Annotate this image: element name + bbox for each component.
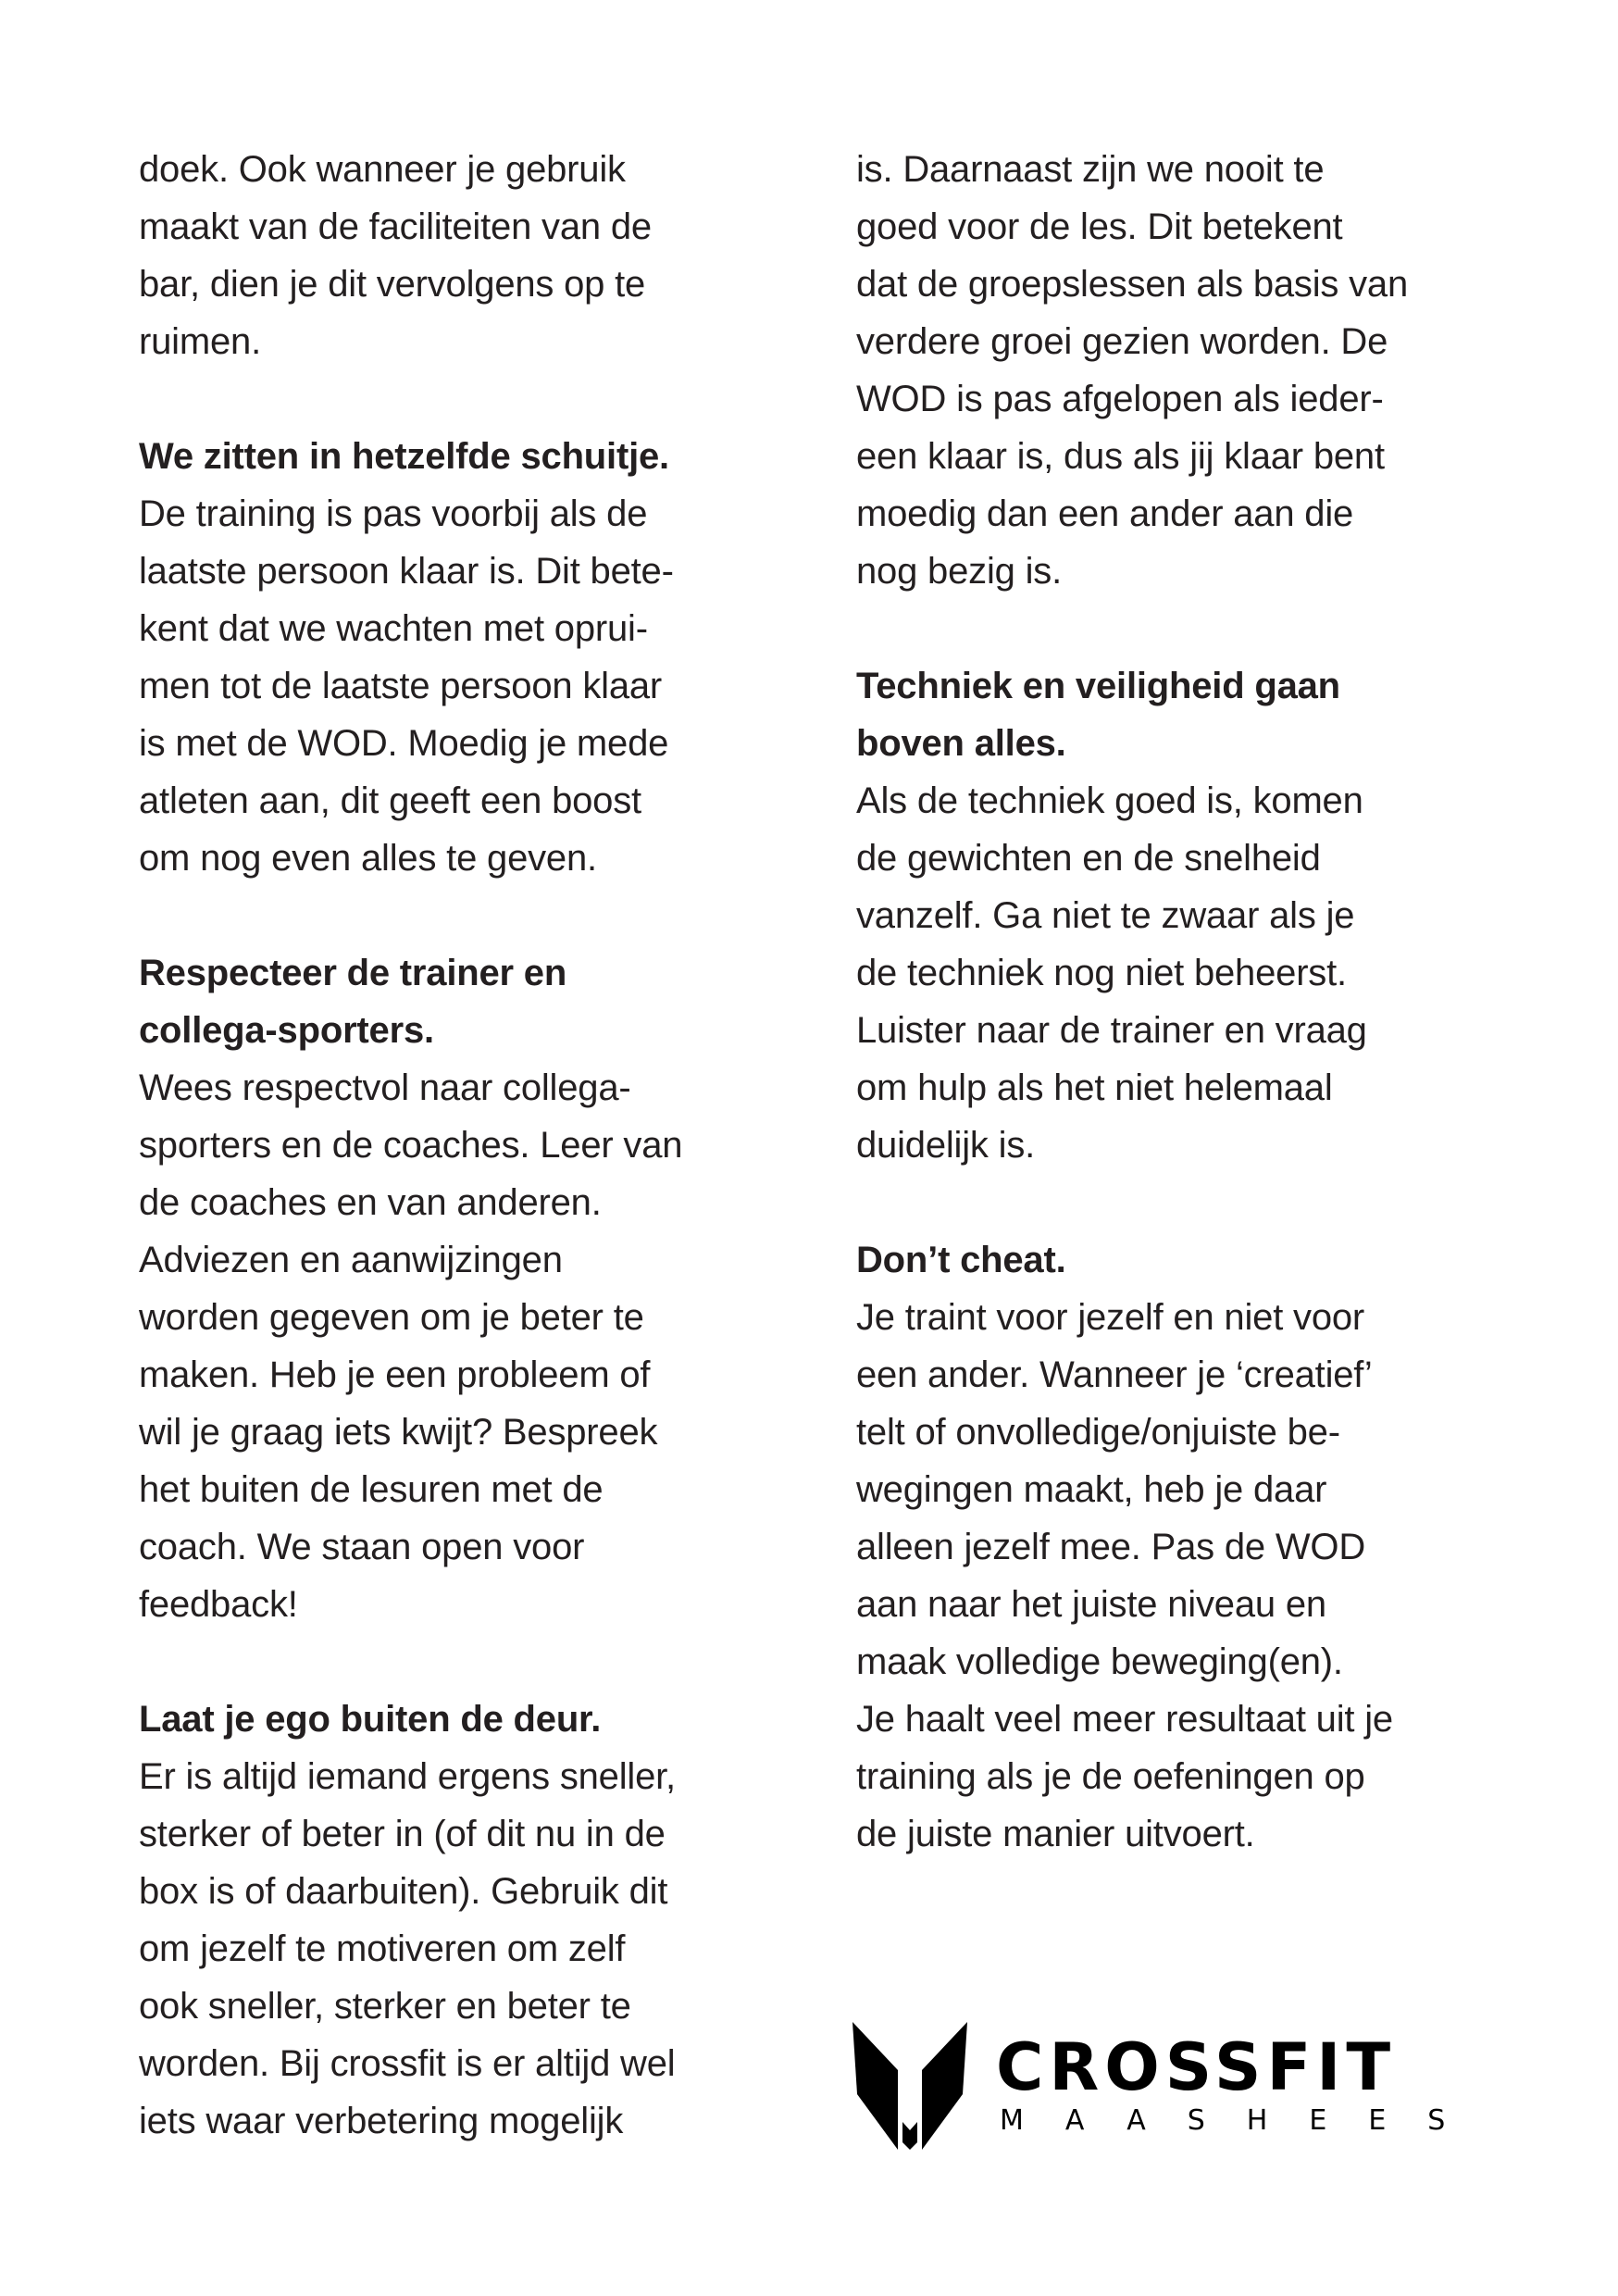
left-column: [139, 141, 787, 2150]
body-text-line: maak volledige beweging(en).: [856, 1641, 1343, 1682]
body-text-line: Adviezen en aanwijzingen: [139, 1240, 563, 1280]
body-text-line: de juiste manier uitvoert.: [856, 1814, 1255, 1854]
body-text-line: WOD is pas afgelopen als ieder-: [856, 379, 1384, 419]
body-text-line: worden gegeven om je beter te: [139, 1297, 644, 1338]
body-text-line: training als je de oefeningen op: [856, 1756, 1365, 1797]
body-text-line: telt of onvolledige/onjuiste be-: [856, 1412, 1340, 1453]
section-heading-line: Laat je ego buiten de deur.: [139, 1699, 602, 1740]
paragraph-gap: [139, 370, 787, 428]
body-text-line: de coaches en van anderen.: [139, 1182, 602, 1223]
body-text-line: goed voor de les. Dit betekent: [856, 206, 1343, 247]
body-text-line: maken. Heb je een probleem of: [139, 1354, 651, 1395]
body-text-line: een ander. Wanneer je ‘creatief’: [856, 1354, 1373, 1395]
body-text-line: sporters en de coaches. Leer van: [139, 1125, 683, 1166]
body-text-line: vanzelf. Ga niet te zwaar als je: [856, 895, 1355, 936]
body-text-line: wil je graag iets kwijt? Bespreek: [139, 1412, 658, 1453]
body-text-line: nog bezig is.: [856, 551, 1062, 592]
body-text-line: om nog even alles te geven.: [139, 838, 597, 879]
body-text-line: alleen jezelf mee. Pas de WOD: [856, 1527, 1366, 1567]
body-text-line: worden. Bij crossfit is er altijd wel: [139, 2043, 676, 2084]
body-text-line: de techniek nog niet beheerst.: [856, 953, 1347, 993]
body-text-line: duidelijk is.: [856, 1125, 1036, 1166]
body-text-line: een klaar is, dus als jij klaar bent: [856, 436, 1385, 477]
shield-m-icon: [850, 2018, 970, 2152]
body-text-line: is. Daarnaast zijn we nooit te: [856, 149, 1325, 190]
section-heading-line: Don’t cheat.: [856, 1240, 1066, 1280]
body-text-line: ruimen.: [139, 321, 261, 362]
body-text-line: aan naar het juiste niveau en: [856, 1584, 1326, 1625]
body-text-line: ook sneller, sterker en beter te: [139, 1986, 631, 2027]
body-text-line: maakt van de faciliteiten van de: [139, 206, 652, 247]
body-text-line: Je haalt veel meer resultaat uit je: [856, 1699, 1393, 1740]
body-text-line: om hulp als het niet helemaal: [856, 1067, 1333, 1108]
body-text-line: atleten aan, dit geeft een boost: [139, 780, 641, 821]
paragraph-gap: [856, 600, 1504, 657]
body-text-line: iets waar verbetering mogelijk: [139, 2101, 624, 2141]
body-text-line: sterker of beter in (of dit nu in de: [139, 1814, 666, 1854]
body-text-line: Als de techniek goed is, komen: [856, 780, 1363, 821]
crossfit-maashees-logo: [850, 2018, 1498, 2157]
body-text-line: moedig dan een ander aan die: [856, 493, 1354, 534]
section-heading-line: boven alles.: [856, 723, 1066, 764]
body-text-line: is met de WOD. Moedig je mede: [139, 723, 669, 764]
section-heading-line: collega-sporters.: [139, 1010, 434, 1051]
paragraph-gap: [139, 887, 787, 944]
paragraph-gap: [139, 1633, 787, 1691]
body-text-line: de gewichten en de snelheid: [856, 838, 1321, 879]
logo-subtitle: MAASHEES: [1000, 2104, 1487, 2137]
body-text-line: bar, dien je dit vervolgens op te: [139, 264, 646, 305]
body-text-line: men tot de laatste persoon klaar: [139, 666, 663, 706]
body-text-line: laatste persoon klaar is. Dit bete-: [139, 551, 674, 592]
body-text-line: het buiten de lesuren met de: [139, 1469, 604, 1510]
body-text-line: feedback!: [139, 1584, 298, 1625]
body-text-line: Luister naar de trainer en vraag: [856, 1010, 1367, 1051]
body-text-line: De training is pas voorbij als de: [139, 493, 648, 534]
body-text-line: box is of daarbuiten). Gebruik dit: [139, 1871, 668, 1912]
right-column: [856, 141, 1504, 1863]
body-text-line: wegingen maakt, heb je daar: [856, 1469, 1327, 1510]
body-text-line: kent dat we wachten met opruі-: [139, 608, 648, 649]
section-heading-line: Techniek en veiligheid gaan: [856, 666, 1340, 706]
section-heading-line: Respecteer de trainer en: [139, 953, 567, 993]
body-text-line: coach. We staan open voor: [139, 1527, 585, 1567]
logo-title: CROSSFIT: [996, 2029, 1397, 2105]
body-text-line: doek. Ook wanneer je gebruik: [139, 149, 626, 190]
body-text-line: Er is altijd iemand ergens sneller,: [139, 1756, 676, 1797]
body-text-line: verdere groei gezien worden. De: [856, 321, 1388, 362]
body-text-line: Wees respectvol naar collega-: [139, 1067, 631, 1108]
paragraph-gap: [856, 1174, 1504, 1231]
body-text-line: Je traint voor jezelf en niet voor: [856, 1297, 1365, 1338]
body-text-line: om jezelf te motiveren om zelf: [139, 1928, 626, 1969]
section-heading-line: We zitten in hetzelfde schuitje.: [139, 436, 669, 477]
body-text-line: dat de groepslessen als basis van: [856, 264, 1408, 305]
